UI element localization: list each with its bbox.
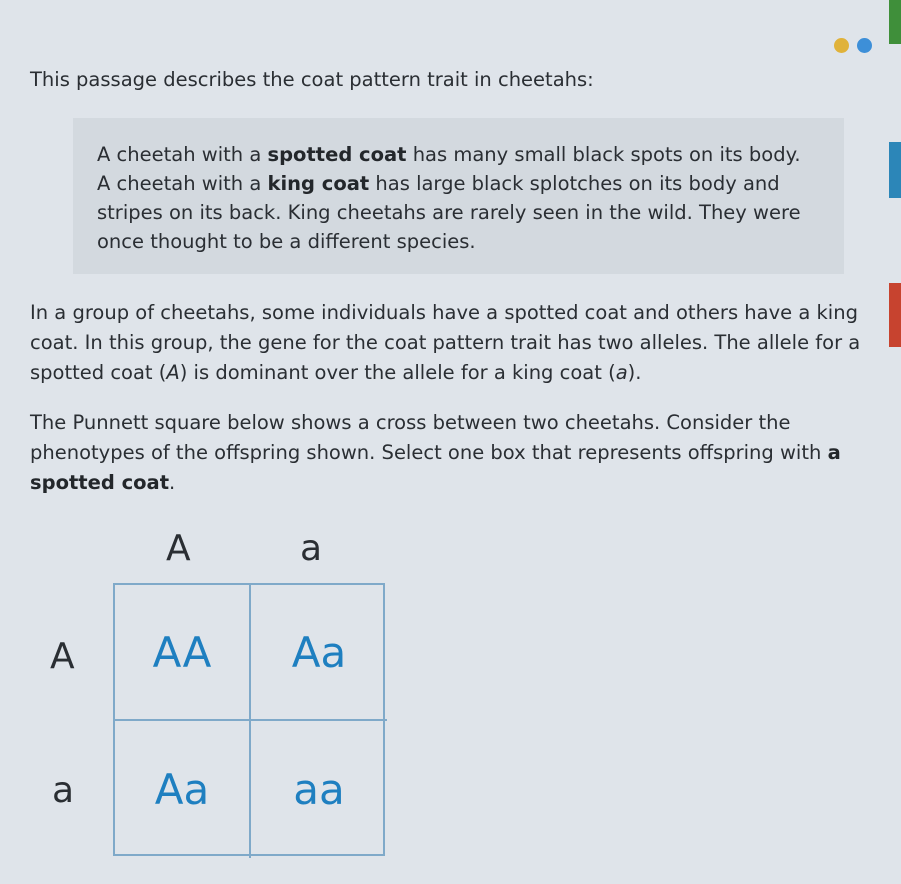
right-edge-blue-tab	[889, 142, 901, 198]
punnett-top-allele-2: a	[300, 528, 323, 569]
passage-text: has large black splotches on its body and stripes on its back. King cheetahs are rarely seen in the wild. They were once thought to be a different species.	[97, 172, 801, 253]
right-edge-red-tab	[889, 283, 901, 347]
passage-text: has many small black spots on its body. A cheetah with a	[97, 143, 801, 195]
instruction-bold-spotted-coat: a spotted coat	[30, 441, 841, 494]
punnett-cell-Aa-top[interactable]: Aa	[251, 585, 387, 721]
punnett-cell-aa[interactable]: aa	[293, 765, 345, 814]
blue-dot	[857, 38, 872, 53]
punnett-top-allele-1: A	[166, 528, 191, 569]
yellow-dot	[834, 38, 849, 53]
punnett-cell-AA[interactable]: AA	[115, 585, 251, 721]
right-edge-green-tab	[889, 0, 901, 44]
paragraph-alleles: In a group of cheetahs, some individuals have a spotted coat and others have a king coat. In this group, the gene for the coat pattern trait has two alleles. The allele for a spotted coat (A) is dominant over the allele for a king coat (a).	[30, 301, 861, 384]
intro-text: This passage describes the coat pattern trait in cheetahs:	[30, 68, 594, 91]
punnett-side-allele-2: a	[52, 770, 75, 811]
passage-box	[73, 118, 844, 274]
allele-recessive: a	[615, 361, 628, 384]
allele-dominant: A	[166, 361, 180, 384]
passage-text: A cheetah with a	[97, 143, 268, 166]
passage-bold-king-coat: king coat	[267, 172, 370, 195]
paragraph-instructions: The Punnett square below shows a cross between two cheetahs. Consider the phenotypes of the offspring shown. Select one box that represents offspring with a spotted coat.	[30, 411, 841, 494]
punnett-side-allele-1: A	[50, 636, 75, 677]
punnett-square	[113, 583, 385, 856]
status-dots	[834, 38, 872, 53]
passage-bold-spotted-coat: spotted coat	[267, 143, 407, 166]
punnett-cell-Aa-bottom[interactable]: Aa	[115, 721, 251, 858]
